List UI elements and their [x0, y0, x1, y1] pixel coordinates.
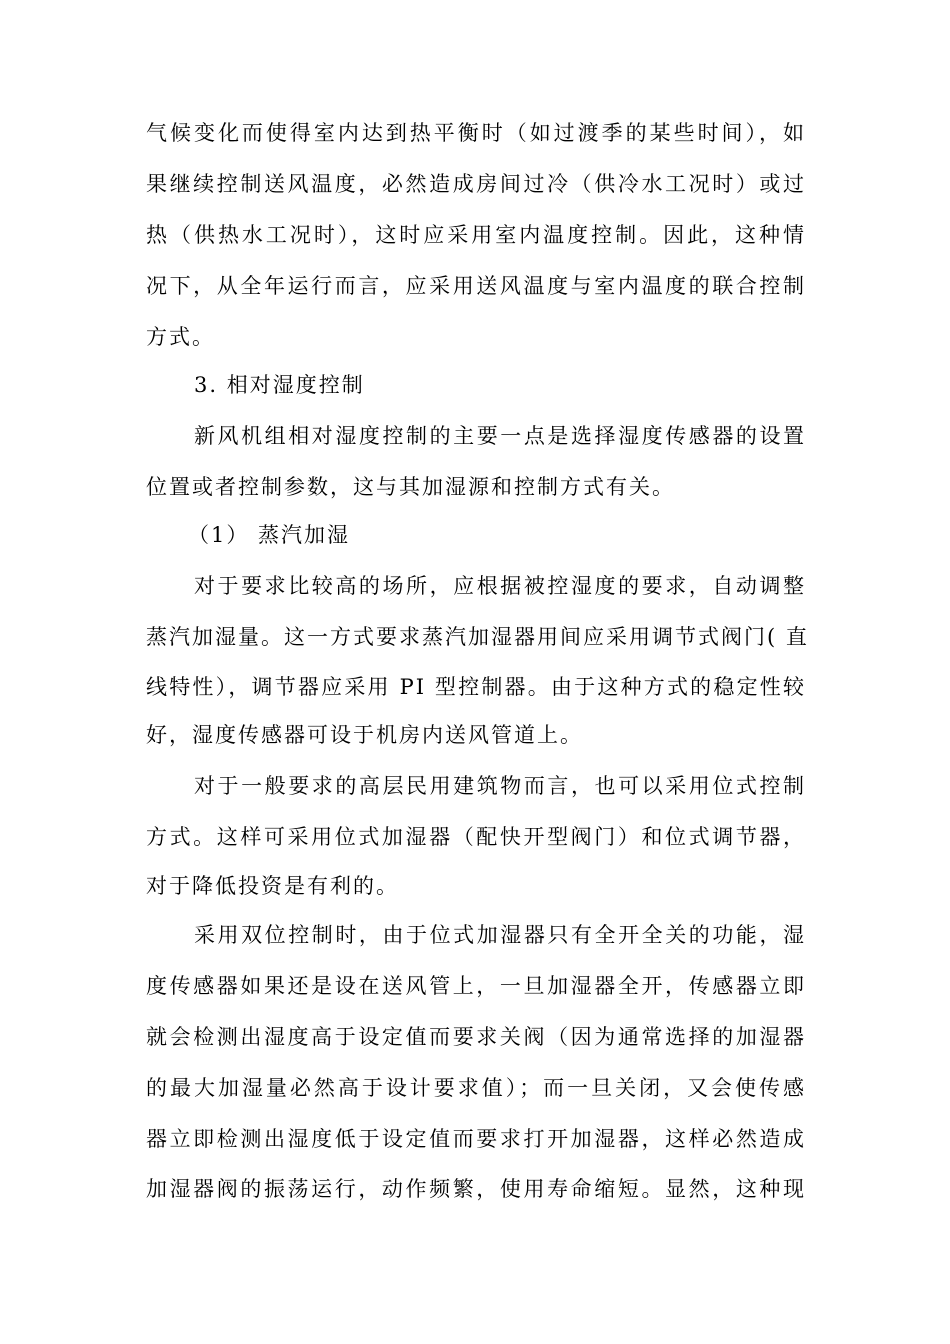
text-line: 热（供热水工况时），这时应采用室内温度控制。因此，这种情 — [146, 223, 806, 247]
text-line: 方式。 — [146, 325, 215, 349]
subsection-heading: （1） 蒸汽加湿 — [188, 523, 351, 547]
text-line: 采用双位控制时，由于位式加湿器只有全开全关的功能，湿 — [194, 923, 806, 947]
text-line: 对于一般要求的高层民用建筑物而言，也可以采用位式控制 — [194, 774, 806, 798]
text-line: 器立即检测出湿度低于设定值而要求打开加湿器，这样必然造成 — [146, 1127, 806, 1151]
text-line: 好，湿度传感器可设于机房内送风管道上。 — [146, 723, 583, 747]
text-line: 线特性），调节器应采用 PI 型控制器。由于这种方式的稳定性较 — [146, 675, 806, 699]
text-line: 况下，从全年运行而言，应采用送风温度与室内温度的联合控制 — [146, 274, 806, 298]
text-line: 气候变化而使得室内达到热平衡时（如过渡季的某些时间），如 — [146, 121, 806, 145]
text-line: 加湿器阀的振荡运行，动作频繁，使用寿命缩短。显然，这种现 — [146, 1177, 806, 1201]
text-line: 位置或者控制参数，这与其加湿源和控制方式有关。 — [146, 475, 675, 499]
text-line: 就会检测出湿度高于设定值而要求关阀（因为通常选择的加湿器 — [146, 1025, 806, 1049]
text-line: 度传感器如果还是设在送风管上，一旦加湿器全开，传感器立即 — [146, 974, 806, 998]
text-line: 的最大加湿量必然高于设计要求值）；而一旦关闭，又会使传感 — [146, 1076, 806, 1100]
text-line: 果继续控制送风温度，必然造成房间过冷（供冷水工况时）或过 — [146, 172, 806, 196]
text-line: 蒸汽加湿量。这一方式要求蒸汽加湿器用间应采用调节式阀门( 直 — [146, 625, 809, 649]
text-line: 新风机组相对湿度控制的主要一点是选择湿度传感器的设置 — [194, 424, 806, 448]
section-heading: 3. 相对湿度控制 — [194, 373, 365, 397]
text-line: 对于要求比较高的场所，应根据被控湿度的要求，自动调整 — [194, 574, 806, 598]
text-line: 对于降低投资是有利的。 — [146, 874, 399, 898]
text-line: 方式。这样可采用位式加湿器（配快开型阀门）和位式调节器， — [146, 825, 806, 849]
